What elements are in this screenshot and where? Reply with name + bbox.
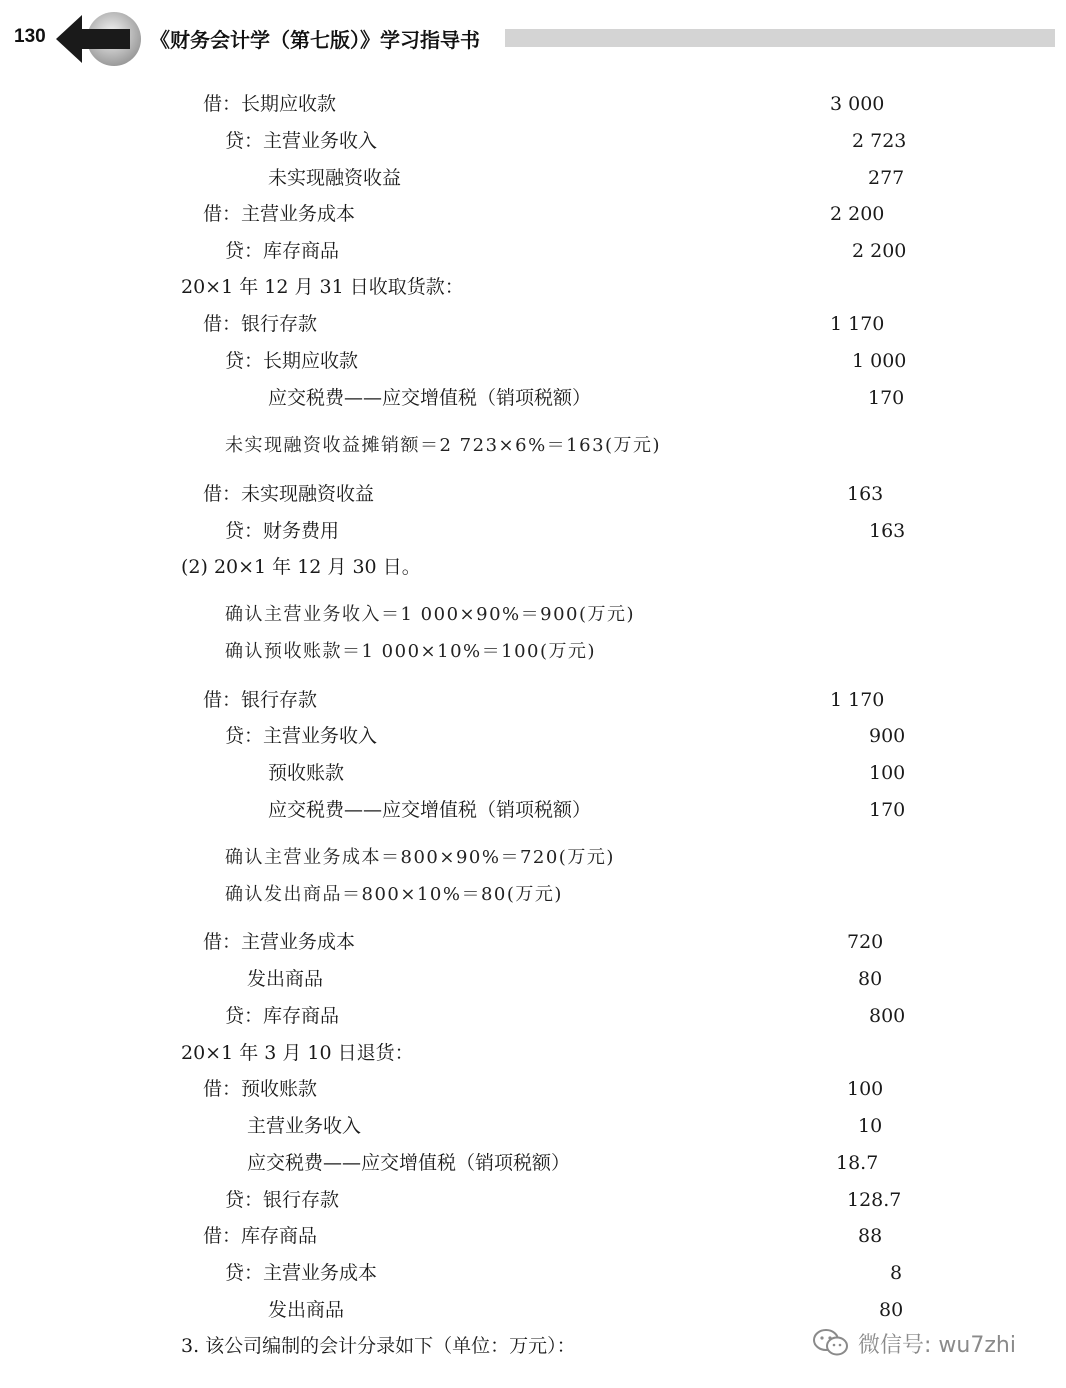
entry-label: 借：库存商品 (203, 1225, 318, 1247)
entry-row (268, 1295, 903, 1325)
entry-label: 预收账款 (268, 762, 345, 784)
section-heading (181, 1331, 781, 1361)
book-title: 《财务会计学（第七版）》学习指导书 (150, 28, 480, 52)
credit-amount: 128.7 (847, 1189, 902, 1211)
entry-row (268, 795, 906, 825)
debit-amount: 3 000 (830, 93, 885, 115)
credit-amount: 2 200 (852, 240, 907, 262)
credit-amount: 1 000 (852, 350, 907, 372)
entry-label: 贷：库存商品 (225, 240, 340, 262)
debit-amount: 88 (858, 1225, 883, 1247)
entry-label: 20×1 年 3 月 10 日退货： (181, 1042, 414, 1064)
entry-label: 3. 该公司编制的会计分录如下（单位：万元）： (181, 1335, 576, 1357)
page-header (0, 0, 1066, 80)
entry-label: 贷：库存商品 (225, 1005, 340, 1027)
watermark-text: 微信号: wu7zhi (858, 1332, 1016, 1358)
entry-row (203, 1221, 903, 1251)
entry-row (203, 685, 903, 715)
entry-label: 20×1 年 12 月 31 日收取货款： (181, 276, 464, 298)
back-arrow-icon (52, 10, 148, 68)
debit-amount: 18.7 (836, 1152, 879, 1174)
entry-label: 借：银行存款 (203, 689, 318, 711)
entry-row (203, 479, 903, 509)
entry-label: 应交税费——应交增值税（销项税额） (268, 387, 592, 409)
entry-label: 发出商品 (268, 1299, 345, 1321)
entry-row (225, 721, 906, 751)
entry-label: 贷：主营业务收入 (225, 130, 378, 152)
entry-label: 应交税费——应交增值税（销项税额） (268, 799, 592, 821)
calculation-note: 未实现融资收益摊销额＝2 723×6%＝163(万元) (225, 435, 662, 456)
entry-row (225, 126, 907, 156)
debit-amount: 10 (858, 1115, 883, 1137)
wechat-watermark (812, 1325, 1016, 1361)
entry-row (225, 346, 907, 376)
entry-label: 贷：主营业务成本 (225, 1262, 378, 1284)
debit-amount: 2 200 (830, 203, 885, 225)
entry-row (268, 163, 903, 193)
page-number: 130 (14, 26, 46, 47)
entry-label: 借：银行存款 (203, 313, 318, 335)
debit-amount: 1 170 (830, 313, 885, 335)
section-heading (181, 552, 781, 582)
entry-label: 贷：主营业务收入 (225, 725, 378, 747)
credit-amount: 100 (869, 762, 906, 784)
credit-amount: 163 (869, 520, 906, 542)
entry-row (247, 1148, 903, 1178)
entry-label: 主营业务收入 (247, 1115, 362, 1137)
entry-row (225, 236, 907, 266)
entry-label: 借：预收账款 (203, 1078, 318, 1100)
credit-amount: 2 723 (852, 130, 907, 152)
debit-amount: 1 170 (830, 689, 885, 711)
credit-amount: 170 (869, 799, 906, 821)
credit-amount: 800 (869, 1005, 906, 1027)
entry-label: 发出商品 (247, 968, 324, 990)
entry-row (203, 89, 903, 119)
debit-amount: 720 (847, 931, 884, 953)
entry-label: 未实现融资收益 (268, 167, 402, 189)
entry-row (203, 1074, 903, 1104)
wechat-icon (812, 1328, 850, 1358)
entry-label: 借：主营业务成本 (203, 203, 356, 225)
credit-amount: 8 (890, 1262, 903, 1284)
debit-amount: 100 (847, 1078, 884, 1100)
entry-row (225, 1001, 906, 1031)
entry-label: (2) 20×1 年 12 月 30 日。 (181, 556, 421, 578)
date-heading (181, 1038, 781, 1068)
entry-label: 贷：财务费用 (225, 520, 340, 542)
credit-amount: 277 (868, 167, 905, 189)
entry-label: 贷：银行存款 (225, 1189, 340, 1211)
debit-amount: 80 (858, 968, 883, 990)
entry-row (225, 516, 906, 546)
entry-row (268, 758, 906, 788)
entry-row (225, 1258, 903, 1288)
entry-label: 应交税费——应交增值税（销项税额） (247, 1152, 571, 1174)
credit-amount: 170 (868, 387, 905, 409)
calculation-note: 确认主营业务收入＝1 000×90%＝900(万元) (225, 604, 636, 625)
calculation-note: 确认发出商品＝800×10%＝80(万元) (225, 884, 563, 905)
date-heading (181, 272, 781, 302)
entry-row (203, 309, 903, 339)
debit-amount: 163 (847, 483, 884, 505)
calculation-note: 确认预收账款＝1 000×10%＝100(万元) (225, 641, 597, 662)
entry-label: 借：长期应收款 (203, 93, 337, 115)
entry-row (247, 964, 903, 994)
calculation-note: 确认主营业务成本＝800×90%＝720(万元) (225, 847, 615, 868)
entry-row (225, 1185, 903, 1215)
entry-row (247, 1111, 903, 1141)
header-bar (505, 29, 1055, 47)
entry-row (203, 927, 903, 957)
credit-amount: 80 (879, 1299, 904, 1321)
entry-label: 借：未实现融资收益 (203, 483, 375, 505)
entry-label: 借：主营业务成本 (203, 931, 356, 953)
credit-amount: 900 (869, 725, 906, 747)
entry-row (203, 199, 903, 229)
entry-label: 贷：长期应收款 (225, 350, 359, 372)
entry-row (268, 383, 903, 413)
